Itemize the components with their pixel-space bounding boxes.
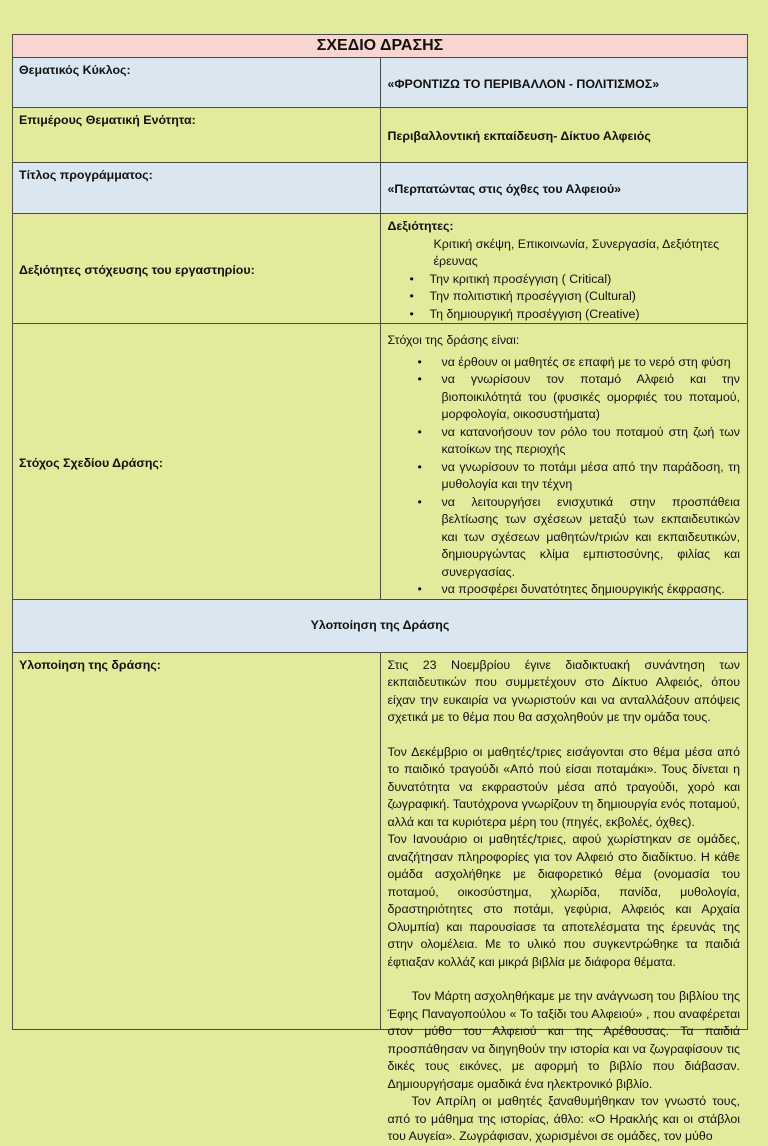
thematic-cycle-value: «ΦΡΟΝΤΙΖΩ ΤΟ ΠΕΡΙΒΑΛΛΟΝ - ΠΟΛΙΤΙΣΜΟΣ»	[380, 58, 748, 108]
row-section-heading	[13, 599, 748, 652]
skills-heading: Δεξιότητες:	[387, 219, 454, 233]
row-thematic-cycle	[13, 58, 748, 108]
action-plan-table	[12, 34, 748, 1143]
thematic-cycle-label: Θεματικός Κύκλος:	[13, 58, 381, 108]
program-title-label: Τίτλος προγράμματος:	[13, 163, 381, 214]
implementation-paragraph: Τον Μάρτη ασχοληθήκαμε με την ανάγνωση του βιβλίου της Έφης Παναγοπούλου « Το ταξίδι του Αλφειού» , που αναφέρεται στον μύθο του Αλφειού και της Αρέθουσας. Τα παιδιά προσπάθησαν να διηγηθούν την ιστορία και να ζωγραφίσουν τις δικές τους εικόνες, με αφορμή το βιβλίο που διάβασαν. Δημιουργήσαμε ομαδικά ένα ηλεκτρονικό βιβλίο.	[387, 989, 740, 1091]
implementation-value	[380, 652, 748, 1143]
goals-intro: Στόχοι της δράσης είναι:	[387, 333, 520, 347]
goals-item: • να γνωρίσουν το ποτάμι μέσα από την παράδοση, τη μυθολογία και την τέχνη	[418, 459, 741, 494]
skills-list	[388, 271, 741, 324]
goals-item: • να κατανοήσουν τον ρόλο του ποταμού στη ζωή των κατοίκων της περιοχής	[418, 424, 741, 459]
goals-value	[380, 324, 748, 600]
goals-item: • να προσφέρει δυνατότητες δημιουργικής έκφρασης.	[418, 581, 741, 599]
skills-intro: Κριτική σκέψη, Επικοινωνία, Συνεργασία, Δεξιότητες έρευνας	[433, 236, 720, 268]
skills-item: • Την κριτική προσέγγιση ( Critical)	[410, 271, 741, 289]
row-implementation	[13, 652, 748, 1029]
sub-unit-label: Επιμέρους Θεματική Ενότητα:	[13, 108, 381, 163]
goals-item: • να έρθουν οι μαθητές σε επαφή με το νερό στη φύση	[418, 354, 741, 372]
document-title: ΣΧΕΔΙΟ ΔΡΑΣΗΣ	[13, 35, 748, 58]
goals-list	[388, 354, 741, 599]
skills-value	[380, 214, 748, 324]
program-title-value: «Περπατώντας στις όχθες του Αλφειού»	[380, 163, 748, 214]
goals-label: Στόχος Σχεδίου Δράσης:	[13, 324, 381, 600]
implementation-paragraph: Τον Δεκέμβριο οι μαθητές/τριες εισάγονται στο θέμα μέσα από το παιδικό τραγούδι «Από πού είσαι ποταμάκι». Τους δίνεται η δυνατότητα να εκφραστούν μέσα από τραγούδι, χορό και ζωγραφική. Ταυτόχρονα γνωρίζουν τη δημιουργία ενός ποταμού, αλλά και τα κυριότερα μέρη του (πηγές, εκβολές, όχθες).	[387, 744, 740, 829]
row-sub-unit	[13, 108, 748, 163]
section-heading: Υλοποίηση της Δράσης	[13, 599, 748, 652]
implementation-paragraph: Στις 23 Νοεμβρίου έγινε διαδικτυακή συνάντηση των εκπαιδευτικών που συμμετέχουν στο Δίκτυο Αλφειός, όπου είχαν την ευκαιρία να γνωριστούν και να ανταλλάξουν απόψεις σχετικά με το θέμα που θα ασχοληθούν με την ομάδα τους.	[387, 657, 740, 724]
skills-item: • Την πολιτιστική προσέγγιση (Cultural)	[410, 288, 741, 306]
implementation-paragraph: Τον Απρίλη οι μαθητές ξαναθυμήθηκαν τον γνωστό τους, από το μάθημα της ιστορίας, άθλο: «Ο Ηρακλής και οι στάβλοι του Αυγεία». Ζωγράφισαν, χωρισμένοι σε ομάδες, τον μύθο	[387, 1094, 740, 1143]
skills-item: • Τη δημιουργική προσέγγιση (Creative)	[410, 306, 741, 324]
document-page	[12, 34, 748, 1143]
goals-item: • να λειτουργήσει ενισχυτικά στην προσπάθεια βελτίωσης των σχέσεων μεταξύ των εκπαιδευτικών και των σχέσεων μαθητών/τριών και εκπαιδευτικών, δημιουργώντας κλίμα εμπιστοσύνης, φιλίας και συνεργασίας.	[418, 494, 741, 582]
row-goals	[13, 324, 748, 600]
row-program-title	[13, 163, 748, 214]
sub-unit-value: Περιβαλλοντική εκπαίδευση- Δίκτυο Αλφειός	[380, 108, 748, 163]
implementation-paragraph: Τον Ιανουάριο οι μαθητές/τριες, αφού χωρίστηκαν σε ομάδες, αναζήτησαν πληροφορίες για τον Αλφειό στο διαδίκτυο. Η κάθε ομάδα ασχολήθηκε με διαφορετικό θέμα (ονομασία του ποταμού, οικοσύστημα, χλωρίδα, πανίδα, μυθολογία, δραστηριότητες στο ποτάμι, γεφύρια, Αλφειός και Αρχαία Ολυμπία) και παρουσίασε τα αποτελέσματα της έρευνάς της στην ολομέλεια. Με το υλικό που συγκεντρώθηκε τα παιδιά έφτιαξαν κολλάζ και μικρά βιβλία με διάφορα θέματα.	[387, 832, 740, 969]
skills-label: Δεξιότητες στόχευσης του εργαστηρίου:	[13, 214, 381, 324]
implementation-label: Υλοποίηση της δράσης:	[13, 652, 381, 1029]
goals-item: • να γνωρίσουν τον ποταμό Αλφειό και την βιοποικιλότητά του (φυσικές ομορφιές του ποταμού, μορφολογία, οικοσυστήματα)	[418, 371, 741, 424]
row-skills	[13, 214, 748, 324]
